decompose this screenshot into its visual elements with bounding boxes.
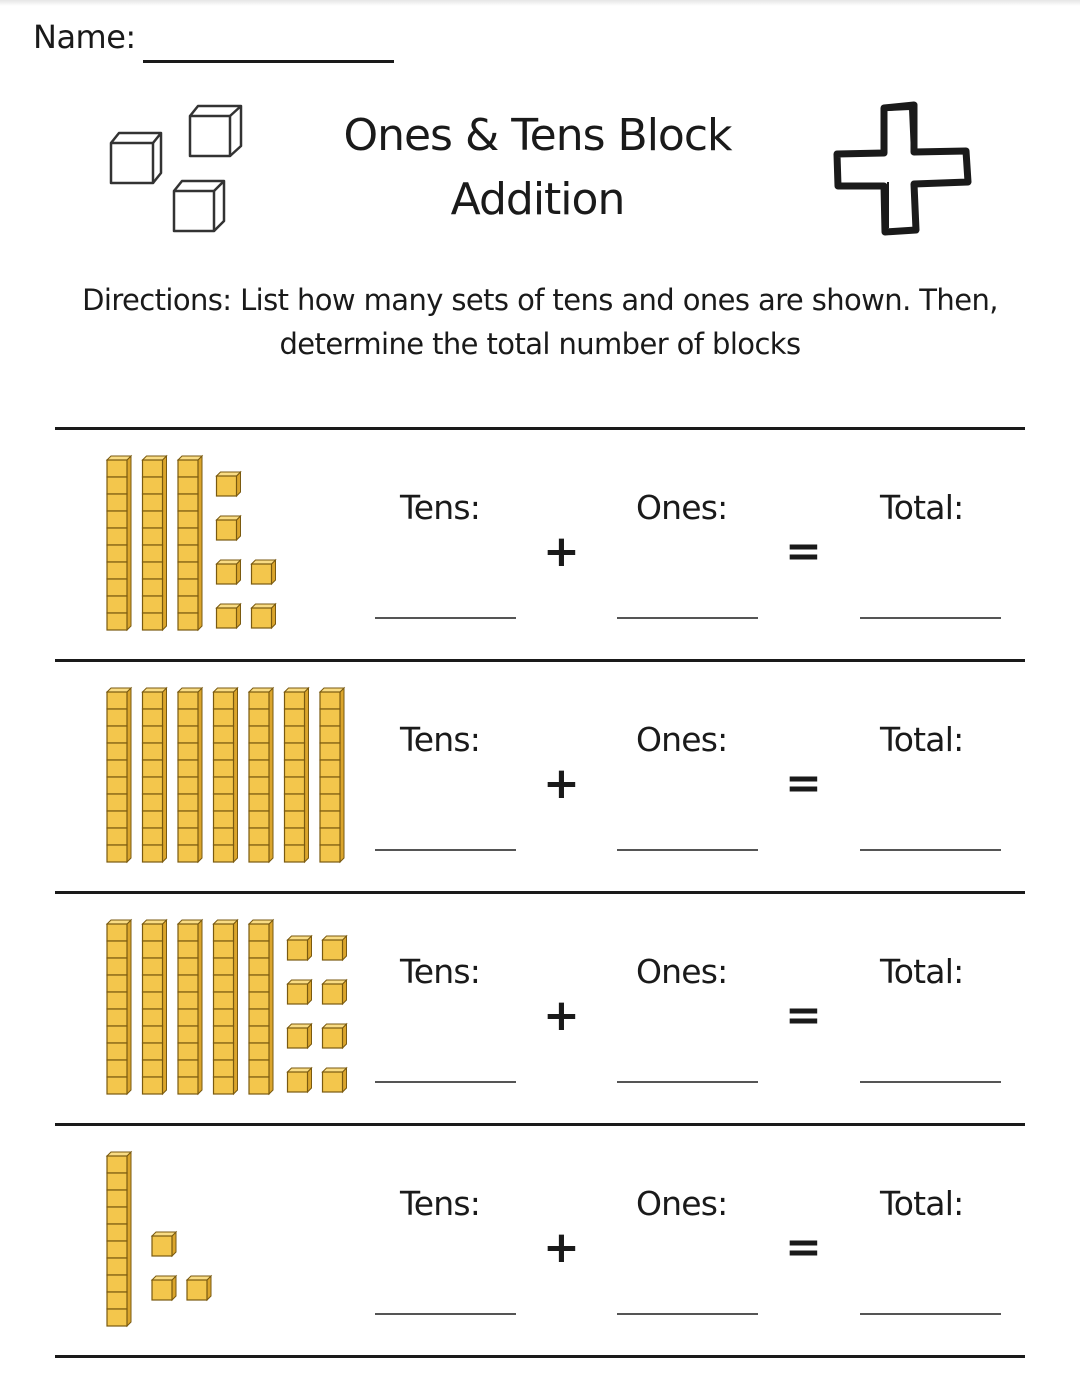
tens-rod (143, 688, 167, 862)
title-line-2: Addition (450, 174, 625, 225)
ones-cube (323, 1024, 347, 1048)
cubes-icon (100, 96, 250, 236)
tens-rod (107, 688, 131, 862)
ones-label: Ones: (636, 1184, 728, 1223)
plus-sign: + (543, 1222, 580, 1273)
tens-rod (143, 456, 167, 630)
plus-sign: + (543, 526, 580, 577)
tens-rod (143, 920, 167, 1094)
name-answer-line[interactable] (143, 60, 394, 63)
problem-row (0, 430, 1080, 662)
ones-answer-line[interactable] (617, 849, 758, 851)
tens-rod (320, 688, 344, 862)
equals-sign: = (785, 758, 822, 809)
ones-cube (288, 1024, 312, 1048)
worksheet-title (300, 104, 775, 232)
page-top-shadow (0, 0, 1080, 6)
tens-rod (107, 456, 131, 630)
total-answer-line[interactable] (860, 1081, 1001, 1083)
tens-answer-line[interactable] (375, 1081, 516, 1083)
tens-answer-line[interactable] (375, 617, 516, 619)
ones-cube (217, 472, 241, 496)
ones-cube (217, 516, 241, 540)
base-ten-blocks (100, 430, 370, 660)
tens-rod (285, 688, 309, 862)
name-label: Name: (33, 18, 136, 56)
tens-rod (178, 688, 202, 862)
ones-cube (187, 1276, 211, 1300)
tens-rod (214, 688, 238, 862)
ones-cube (288, 980, 312, 1004)
problem-row (0, 894, 1080, 1126)
directions-line-2: determine the total number of blocks (279, 327, 801, 361)
plus-icon (828, 96, 978, 241)
ones-cube (323, 1068, 347, 1092)
ones-cube (288, 936, 312, 960)
ones-answer-line[interactable] (617, 1081, 758, 1083)
plus-sign: + (543, 990, 580, 1041)
tens-rod (178, 920, 202, 1094)
plus-sign: + (543, 758, 580, 809)
directions-text (40, 278, 1040, 366)
ones-label: Ones: (636, 488, 728, 527)
total-answer-line[interactable] (860, 849, 1001, 851)
tens-rod (178, 456, 202, 630)
title-line-1: Ones & Tens Block (343, 110, 732, 161)
divider-line (55, 1355, 1025, 1358)
tens-rod (249, 688, 273, 862)
ones-cube (288, 1068, 312, 1092)
ones-cube (252, 604, 276, 628)
ones-cube (252, 560, 276, 584)
ones-label: Ones: (636, 720, 728, 759)
ones-cube (152, 1232, 176, 1256)
tens-rod (249, 920, 273, 1094)
ones-cube (323, 936, 347, 960)
base-ten-blocks (100, 662, 370, 892)
equals-sign: = (785, 1222, 822, 1273)
tens-label: Tens: (400, 1184, 481, 1223)
ones-cube (323, 980, 347, 1004)
directions-line-1: Directions: List how many sets of tens and ones are shown. Then, (82, 283, 998, 317)
ones-answer-line[interactable] (617, 1313, 758, 1315)
problem-row (0, 662, 1080, 894)
total-answer-line[interactable] (860, 617, 1001, 619)
tens-label: Tens: (400, 952, 481, 991)
total-label: Total: (880, 488, 964, 527)
tens-label: Tens: (400, 488, 481, 527)
problem-row (0, 1126, 1080, 1358)
tens-rod (107, 1152, 131, 1326)
equals-sign: = (785, 990, 822, 1041)
total-label: Total: (880, 1184, 964, 1223)
tens-rod (214, 920, 238, 1094)
tens-rod (107, 920, 131, 1094)
tens-answer-line[interactable] (375, 849, 516, 851)
total-label: Total: (880, 952, 964, 991)
base-ten-blocks (100, 894, 370, 1124)
base-ten-blocks (100, 1126, 370, 1356)
ones-cube (217, 560, 241, 584)
equals-sign: = (785, 526, 822, 577)
ones-answer-line[interactable] (617, 617, 758, 619)
ones-cube (217, 604, 241, 628)
tens-label: Tens: (400, 720, 481, 759)
tens-answer-line[interactable] (375, 1313, 516, 1315)
ones-label: Ones: (636, 952, 728, 991)
total-answer-line[interactable] (860, 1313, 1001, 1315)
ones-cube (152, 1276, 176, 1300)
total-label: Total: (880, 720, 964, 759)
